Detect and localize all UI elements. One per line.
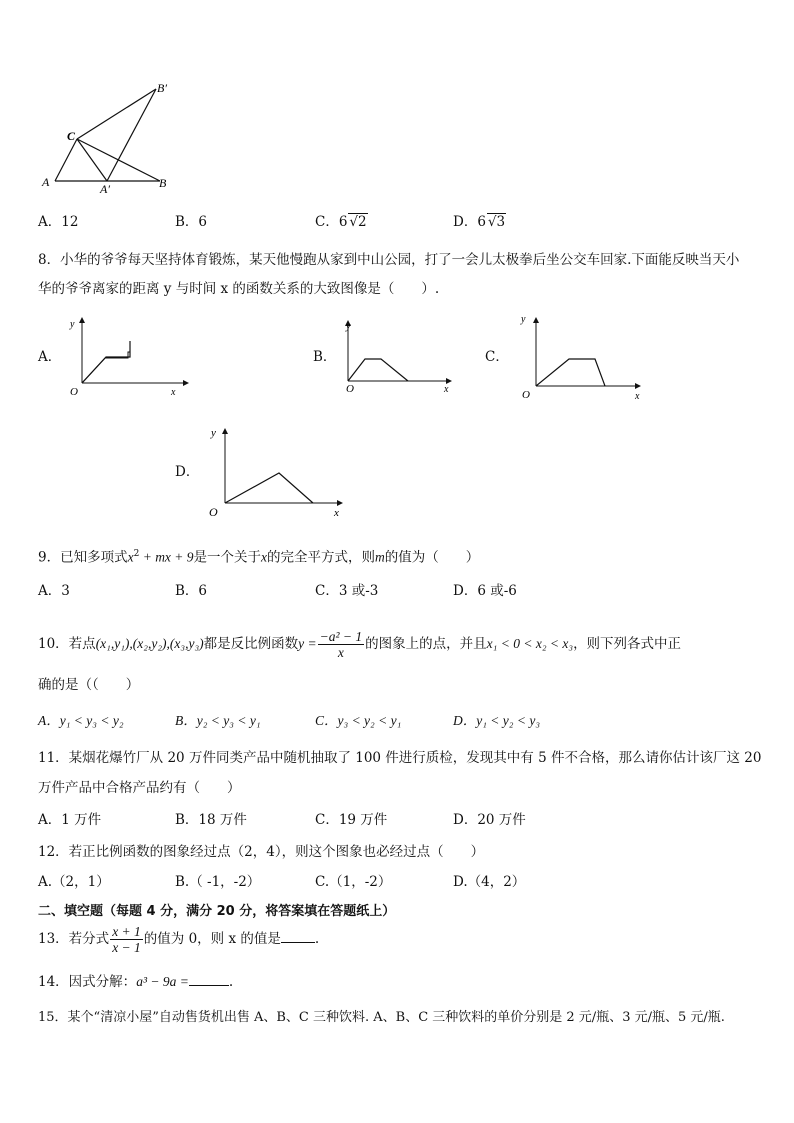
graph-a-o: O	[70, 386, 78, 398]
label-B: B	[159, 176, 167, 190]
graph-d-x: x	[334, 507, 339, 519]
graph-a-y: y	[70, 319, 75, 330]
q7-option-c-radical: √2	[349, 214, 367, 230]
q10-line2: 确的是（（ ）	[38, 677, 140, 693]
q8-label-a: A．	[38, 349, 62, 365]
graph-c	[513, 308, 648, 403]
q12-option-b: B.（ -1，-2）	[175, 874, 261, 890]
q7-option-a: A．12	[38, 214, 79, 230]
graph-d-o: O	[209, 505, 218, 519]
q7-option-d	[453, 213, 506, 231]
q11-option-b: B．18 万件	[175, 812, 247, 828]
q8-line1: 8．小华的爷爷每天坚持体育锻炼，某天他慢跑从家到中山公园，打了一会儿太极拳后坐公交车回家.下面能反映当天小	[38, 252, 740, 268]
label-A-prime: A′	[100, 182, 110, 195]
q10-option-d: D．y₁ < y₂ < y₃	[453, 713, 541, 728]
graph-d	[205, 423, 350, 520]
graph-c-o: O	[522, 389, 530, 401]
q11-option-c: C．19 万件	[315, 812, 388, 828]
label-B-prime: B′	[157, 81, 167, 95]
graph-b-y: y	[346, 321, 351, 332]
q11-line2: 万件产品中合格产品约有（ ）	[38, 780, 241, 796]
graph-b	[338, 315, 458, 400]
q7-option-d-text: D．6	[453, 214, 486, 230]
section-fill-in-heading: 二、填空题（每题 4 分，满分 20 分，将答案填在答题纸上）	[38, 904, 396, 919]
q12-option-d: D.（4，2）	[453, 874, 526, 890]
q7-option-c	[315, 213, 368, 231]
graph-c-x: x	[635, 391, 640, 402]
q9-stem: 9．已知多项式$x^2$ + mx + 9是一个关于x的完全平方式，则m的值为（ ）	[38, 549, 480, 566]
q11-line1: 11．某烟花爆竹厂从 20 万件同类产品中随机抽取了 100 件进行质检，发现其中有 5 件不合格，那么请你估计该厂这 20	[38, 750, 762, 766]
q9-option-b: B．6	[175, 583, 208, 599]
graph-c-y: y	[521, 314, 526, 325]
q10-stem: 10．若点(x₁,y₁),(x₂,y₂),(x₃,y₃)都是反比例函数y = $\frac{\text{−a² − 1}}{x}$ 的图象上的点，并且x₁ < 0 < x₂ < x₃，则下列各式中正	[38, 629, 682, 660]
q7-option-b: B．6	[175, 214, 208, 230]
q7-option-d-radical: √3	[487, 214, 506, 230]
q12-line1: 12．若正比例函数的图象经过点（2，4），则这个图象也必经过点（ ）	[38, 844, 485, 860]
q8-label-b: B．	[313, 349, 337, 365]
graph-b-x: x	[444, 384, 449, 395]
q8-label-c: C．	[485, 349, 509, 365]
graph-a	[68, 315, 193, 400]
q9-option-d: D．6 或-6	[453, 583, 517, 599]
q15-line1: 15．某个“清凉小屋”自动售货机出售 A、B、C 三种饮料. A、B、C 三种饮料的单价分别是 2 元/瓶、3 元/瓶、5 元/瓶.	[38, 1010, 725, 1025]
q12-option-a: A.（2，1）	[38, 874, 110, 890]
q10-option-a: A．y₁ < y₃ < y₂	[38, 713, 124, 728]
q8-line2: 华的爷爷离家的距离 y 与时间 x 的函数关系的大致图像是（ ）.	[38, 281, 440, 297]
q10-option-b: B．y₂ < y₃ < y₁	[175, 713, 261, 728]
q11-option-a: A．1 万件	[38, 812, 102, 828]
q8-label-d: D．	[175, 464, 200, 480]
triangle-figure	[35, 80, 185, 195]
q13-answer-blank[interactable]	[281, 930, 315, 943]
graph-a-x: x	[171, 387, 176, 398]
q7-option-c-text: C．6	[315, 214, 348, 230]
graph-b-o: O	[346, 383, 354, 395]
q9-option-a: A．3	[38, 583, 70, 599]
q9-option-c: C．3 或-3	[315, 583, 379, 599]
q14-stem: 14．因式分解：a³ − 9a = .	[38, 974, 234, 990]
q14-answer-blank[interactable]	[189, 973, 229, 986]
q13-stem: 13．若分式 $\frac{x + 1}{x - 1}$ 的值为 0，则 x 的值是 .	[38, 924, 320, 955]
label-A: A	[42, 175, 50, 189]
graph-d-y: y	[211, 427, 216, 439]
label-C: C	[67, 129, 76, 143]
q10-option-c: C．y₃ < y₂ < y₁	[315, 713, 402, 728]
q11-option-d: D．20 万件	[453, 812, 526, 828]
q12-option-c: C.（1，-2）	[315, 874, 392, 890]
